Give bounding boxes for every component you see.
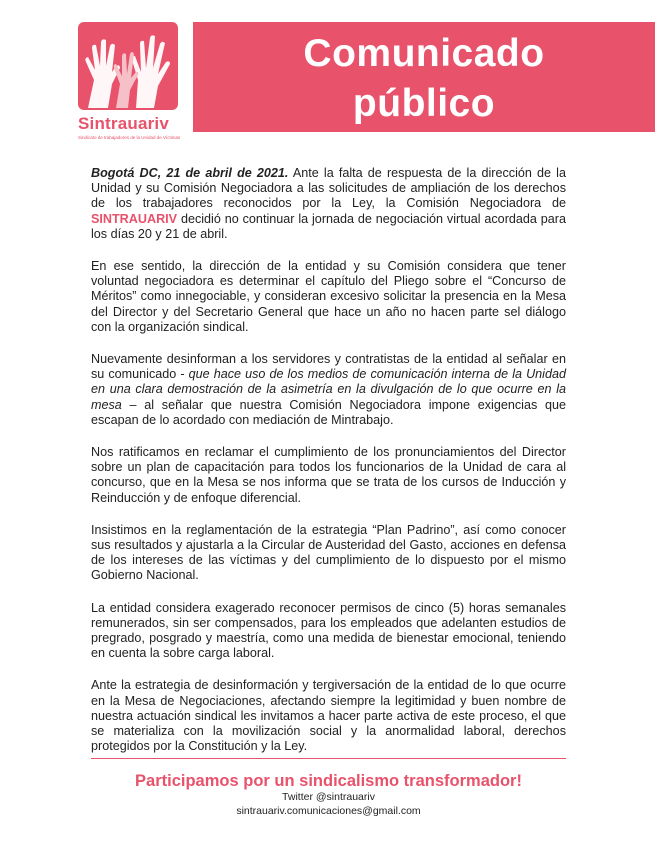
paragraph-3 (91, 352, 566, 428)
paragraph-4: Nos ratificamos en reclamar el cumplimiento de los pronunciamientos del Director sobre un plan de capacitación para todos los funcionarios de la Unidad de cara al concurso, que en la Mesa se nos informa que se trata de los cursos de Inducción y Reinducción y de enfoque diferencial. (91, 445, 566, 505)
paragraph-3-quote: que hace uso de los medios de comunicación interna de la Unidad en una clara demostración de la asimetría en la divulgación de lo que ocurre en la mesa (91, 367, 566, 412)
logo-subtitle: Sindicato de trabajadores de la Unidad de Víctimas (78, 135, 181, 140)
logo-name: Sintrauariv (78, 114, 170, 133)
footer-slogan: Participamos por un sindicalismo transformador! (135, 772, 522, 790)
footer-email[interactable]: sintrauariv.comunicaciones@gmail.com (236, 805, 421, 817)
date-line: Bogotá DC, 21 de abril de 2021. (91, 166, 289, 180)
title-line-1: Comunicado (303, 32, 545, 75)
paragraph-3-text-b: – al señalar que nuestra Comisión Negociadora impone exigencias que escapan de lo acordado con mediación de Mintrabajo. (91, 397, 566, 427)
organization-name: SINTRAUARIV (91, 211, 178, 226)
title-banner (193, 22, 655, 132)
paragraph-5: Insistimos en la reglamentación de la estrategia “Plan Padrino”, así como conocer sus resultados y ajustarla a la Circular de Austeridad del Gasto, acciones en defensa de los intereses de las víctimas y del cumplimiento de lo dispuesto por el mismo Gobierno Nacional. (91, 522, 566, 583)
paragraph-1-text-b: decidió no continuar la jornada de negociación virtual acordada para los días 20 y 21 de abril. (91, 211, 566, 241)
paragraph-7: Ante la estrategia de desinformación y tergiversación de la entidad de lo que ocurre en la Mesa de Negociaciones, afectando siempre la legitimidad y buen nombre de nuestra actuación sindical les invitamos a hacer parte activa de este proceso, el que se materializa con la movilización social y la anormalidad laboral, derechos protegidos por la Constitución y la Ley. (91, 678, 566, 754)
paragraph-3-text-a: Nuevamente desinforman a los servidores y contratistas de la entidad al señalar en su comunicado - (91, 352, 566, 382)
paragraph-1-text-a: Ante la falta de respuesta de la dirección de la Unidad y su Comisión Negociadora a las solicitudes de ampliación de los derechos de los trabajadores reconocidos por la Ley, la Comisión Negociadora de (91, 166, 566, 211)
footer-twitter[interactable]: Twitter @sintrauariv (282, 791, 375, 803)
logo (78, 22, 181, 140)
raised-hands-icon (78, 22, 178, 110)
paragraph-2: En ese sentido, la dirección de la entidad y su Comisión considera que tener voluntad negociadora es determinar el capítulo del Pliego sobre el “Concurso de Méritos” como innegociable, y consideran excesivo solicitar la presencia en la Mesa del Director y del Secretario General que hace un año no hacen parte sel diálogo con la organización sindical. (91, 259, 566, 334)
title-line-2: público (352, 82, 496, 125)
paragraph-6: La entidad considera exagerado reconocer permisos de cinco (5) horas semanales remunerados, sin ser compensados, para los empleados que adelanten estudios de pregrado, posgrado y maestría, como una medida de bienestar emocional, teniendo en cuenta la sobre carga laboral. (91, 600, 566, 661)
paragraph-1 (91, 166, 566, 242)
footer-divider (91, 758, 566, 759)
document-body (91, 166, 566, 772)
